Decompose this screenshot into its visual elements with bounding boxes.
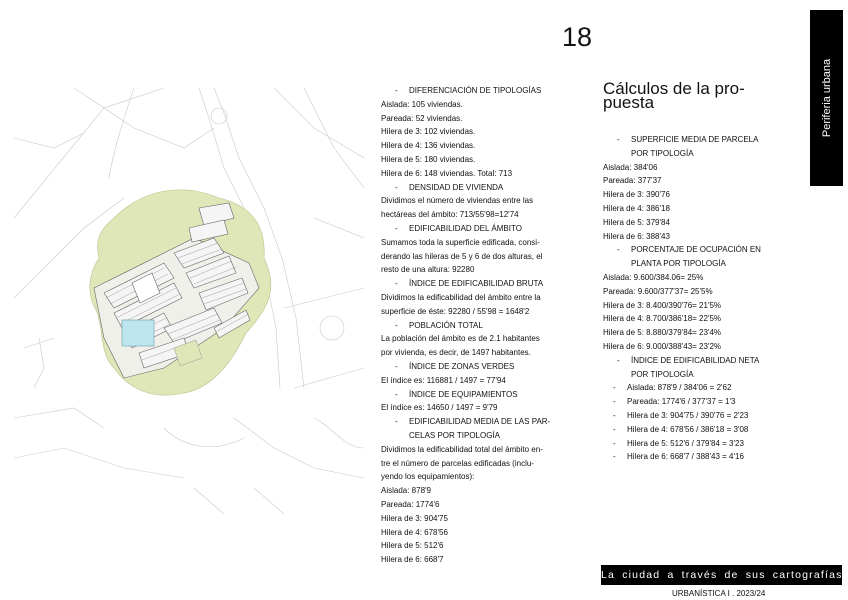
section-heading: - PORCENTAJE DE OCUPACIÓN EN [603, 243, 761, 257]
section-heading: - EDIFICABILIDAD DEL ÁMBITO [381, 222, 550, 236]
text-line: Hilera de 4: 678'56 [381, 527, 448, 537]
text-line: superficie de éste: 92280 / 55'98 = 1648'2 [381, 306, 530, 316]
side-tab-label: Periferia urbana [820, 58, 833, 138]
text-line: - Hilera de 6: 668'7 / 388'43 = 4'16 [603, 450, 761, 464]
site-plan-map [14, 88, 364, 514]
text-line: Hilera de 3: 904'75 [381, 513, 448, 523]
text-line: El índice es: 14650 / 1497 = 9'79 [381, 403, 498, 413]
text-line: Pareada: 377'37 [603, 176, 662, 186]
text-line: Aislada: 105 viviendas. [381, 99, 463, 109]
text-line: CELAS POR TIPOLOGÍA [409, 430, 500, 440]
text-line: - Aislada: 878'9 / 384'06 = 2'62 [603, 381, 761, 395]
text-line: Hilera de 6: 148 viviendas. Total: 713 [381, 168, 513, 178]
text-line: Hilera de 5: 379'84 [603, 217, 670, 227]
text-line: - Pareada: 1774'6 / 377'37 = 1'3 [603, 395, 761, 409]
text-line: por vivienda, es decir, de 1497 habitantes. [381, 348, 531, 358]
section-heading: - DIFERENCIACIÓN DE TIPOLOGÍAS [381, 84, 550, 98]
text-line: Hilera de 3: 102 viviendas. [381, 127, 476, 137]
text-line: Aislada: 9.600/384.06= 25% [603, 272, 704, 282]
side-tab [810, 10, 843, 186]
text-line: POR TIPOLOGÍA [631, 369, 694, 379]
section-heading: - DENSIDAD DE VIVIENDA [381, 181, 550, 195]
calc-title-line-1: Cálculos de la pro- [603, 79, 745, 98]
text-line: Dividimos el número de viviendas entre las [381, 196, 534, 206]
calc-title-line-2: puesta [603, 93, 655, 112]
indicators-column [381, 84, 550, 567]
text-line: Hilera de 4: 136 viviendas. [381, 141, 476, 151]
text-line: Sumamos toda la superficie edificada, consi- [381, 237, 540, 247]
text-line: Hilera de 5: 180 viviendas. [381, 154, 476, 164]
calculations-column [603, 133, 761, 464]
page-number: 18 [562, 22, 593, 52]
footer-series-bar: La ciudad a través de sus cartografías [601, 565, 842, 585]
text-line: Pareada: 9.600/377'37= 25'5% [603, 286, 713, 296]
text-line: Hilera de 4: 386'18 [603, 203, 670, 213]
text-line: - Hilera de 3: 904'75 / 390'76 = 2'23 [603, 409, 761, 423]
text-line: derando las hileras de 5 y 6 de dos alturas, el [381, 251, 543, 261]
text-line: Hilera de 5: 512'6 [381, 541, 444, 551]
text-line: tre el número de parcelas edificadas (inclu- [381, 458, 534, 468]
text-line: Hilera de 6: 9.000/388'43= 23'2% [603, 341, 722, 351]
calc-title [603, 79, 745, 112]
text-line: La población del ámbito es de 2.1 habitantes [381, 334, 540, 344]
text-line: Hilera de 6: 668'7 [381, 555, 444, 565]
text-line: PLANTA POR TIPOLOGÍA [631, 259, 726, 269]
text-line: Aislada: 384'06 [603, 162, 658, 172]
text-line: Hilera de 3: 8.400/390'76= 21'5% [603, 300, 722, 310]
section-heading: - ÍNDICE DE EDIFICABILIDAD NETA [603, 354, 761, 368]
text-line: - Hilera de 5: 512'6 / 379'84 = 3'23 [603, 437, 761, 451]
text-line: yendo los equipamientos): [381, 472, 475, 482]
text-line: Aislada: 878'9 [381, 486, 432, 496]
text-line: Dividimos la edificabilidad del ámbito entre la [381, 292, 541, 302]
section-heading: - ÍNDICE DE EDIFICABILIDAD BRUTA [381, 277, 550, 291]
text-line: POR TIPOLOGÍA [631, 148, 694, 158]
text-line: Pareada: 1774'6 [381, 499, 440, 509]
section-heading: - ÍNDICE DE ZONAS VERDES [381, 360, 550, 374]
section-heading: - ÍNDICE DE EQUIPAMIENTOS [381, 388, 550, 402]
text-line: hectáreas del ámbito: 713/55'98=12'74 [381, 210, 519, 220]
text-line: resto de una altura: 92280 [381, 265, 475, 275]
section-heading: - SUPERFICIE MEDIA DE PARCELA [603, 133, 761, 147]
text-line: Hilera de 6: 388'43 [603, 231, 670, 241]
text-line: Hilera de 3: 390'76 [603, 190, 670, 200]
section-heading: - POBLACIÓN TOTAL [381, 319, 550, 333]
text-line: Dividimos la edificabilidad total del ámbito en- [381, 444, 543, 454]
text-line: - Hilera de 4: 678'56 / 386'18 = 3'08 [603, 423, 761, 437]
footer-course: URBANÍSTICA I . 2023/24 [672, 589, 766, 598]
text-line: Hilera de 4: 8.700/386'18= 22'5% [603, 314, 722, 324]
text-line: El índice es: 116881 / 1497 = 77'94 [381, 375, 506, 385]
text-line: Pareada: 52 viviendas. [381, 113, 463, 123]
section-heading: - EDIFICABILIDAD MEDIA DE LAS PAR- [381, 415, 550, 429]
text-line: Hilera de 5: 8.880/379'84= 23'4% [603, 328, 722, 338]
